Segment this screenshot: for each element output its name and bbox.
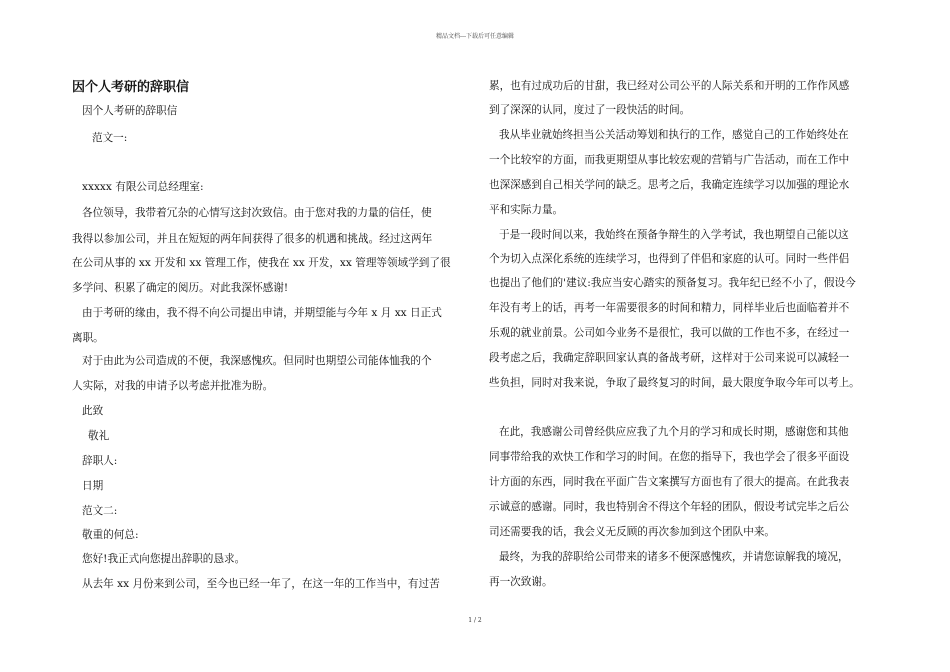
text-line: 敬礼 bbox=[88, 430, 110, 442]
text-line: 于是一段时间以来，我始终在预备争辩生的入学考试，我也期望自己能以这 bbox=[499, 229, 849, 241]
text-line: 再一次致谢。 bbox=[489, 576, 553, 588]
document-title: 因个人考研的辞职信 bbox=[72, 80, 190, 95]
text-line: 多学问、积累了确定的阅历。对此我深怀感谢! bbox=[72, 282, 289, 294]
text-line: 因个人考研的辞职信 bbox=[82, 105, 178, 117]
text-line: 也提出了他们的'建议:我应当安心踏实的预备复习。我年纪已经不小了，假设今 bbox=[489, 277, 856, 289]
text-line: 个为切入点深化系统的连续学习，也得到了伴侣和家庭的认可。同时一些伴侣 bbox=[489, 253, 850, 265]
text-line: 在此，我感谢公司曾经供应应我了九个月的学习和成长时期，感谢您和其他 bbox=[499, 426, 849, 438]
text-line: 也深深感到自己相关学问的缺乏。思考之后，我确定连续学习以加强的理论水 bbox=[489, 179, 850, 191]
text-line: 到了深深的认同，度过了一段快活的时间。 bbox=[489, 104, 691, 116]
text-line: 我得以参加公司，并且在短短的两年间获得了很多的机遇和挑战。经过这两年 bbox=[72, 233, 433, 245]
text-line: 最终，为我的辞职给公司带来的诸多不便深感愧疚，并请您谅解我的境况， bbox=[499, 551, 849, 563]
text-line: 在公司从事的 xx 开发和 xx 管理工作，使我在 xx 开发，xx 管理等领域学到了很 bbox=[72, 257, 451, 269]
text-line: 计方面的东西，同时我在平面广告文案撰写方面也有了很大的提高。在此我表 bbox=[489, 476, 850, 488]
text-line: 范文二: bbox=[82, 505, 118, 517]
text-line: 范文一: bbox=[92, 132, 128, 144]
text-line: 对于由此为公司造成的不便，我深感愧疚。但同时也期望公司能体恤我的个 bbox=[82, 355, 432, 367]
text-line: 敬重的何总: bbox=[82, 529, 139, 541]
text-line: 平和实际力量。 bbox=[489, 204, 564, 216]
text-line: 段考虑之后，我确定辞职回家认真的备战考研，这样对于公司来说可以减轻一 bbox=[489, 352, 850, 364]
text-line: xxxxx 有限公司总经理室: bbox=[82, 181, 204, 193]
text-line: 司还需要我的话，我会义无反顾的再次参加到这个团队中来。 bbox=[489, 526, 776, 538]
text-line: 由于考研的缘由，我不得不向公司提出申请，并期望能与今年 x 月 xx 日正式 bbox=[82, 307, 442, 319]
text-line: 累，也有过成功后的甘甜，我已经对公司公平的人际关系和开明的工作作风感 bbox=[489, 80, 850, 92]
text-line: 您好!我正式向您提出辞职的恳求。 bbox=[82, 553, 246, 565]
text-line: 各位领导，我带着冗杂的心情写这封次致信。由于您对我的力量的信任，使 bbox=[82, 207, 432, 219]
text-line: 离职。 bbox=[72, 332, 104, 344]
page-header: 精品文档---下载后可任意编辑 bbox=[435, 33, 515, 40]
text-line: 同事带给我的欢快工作和学习的时间。在您的指导下，我也学会了很多平面设 bbox=[489, 451, 850, 463]
text-line: 年没有考上的话，再考一年需要很多的时间和精力，同样毕业后也面临着并不 bbox=[489, 302, 850, 314]
text-line: 辞职人: bbox=[82, 455, 118, 467]
text-line: 此致 bbox=[82, 405, 104, 417]
text-line: 示诚意的感谢。同时，我也特别舍不得这个年轻的团队，假设考试完毕之后公 bbox=[489, 501, 850, 513]
text-line: 人实际，对我的申请予以考虑并批准为盼。 bbox=[72, 380, 274, 392]
text-line: 些负担，同时对我来说，争取了最终复习的时间，最大限度争取今年可以考上。 bbox=[489, 377, 860, 389]
text-line: 日期 bbox=[82, 480, 104, 492]
page-number: 1 / 2 bbox=[468, 617, 482, 624]
text-line: 一个比较窄的方面，而我更期望从事比较宏观的营销与广告活动，而在工作中 bbox=[489, 154, 850, 166]
text-line: 乐观的就业前景。公司如今业务不是很忙，我可以做的工作也不多，在经过一 bbox=[489, 327, 850, 339]
text-line: 从去年 xx 月份来到公司，至今也已经一年了，在这一年的工作当中，有过苦 bbox=[82, 578, 440, 590]
text-line: 我从毕业就始终担当公关活动筹划和执行的工作，感觉自己的工作始终处在 bbox=[499, 129, 849, 141]
